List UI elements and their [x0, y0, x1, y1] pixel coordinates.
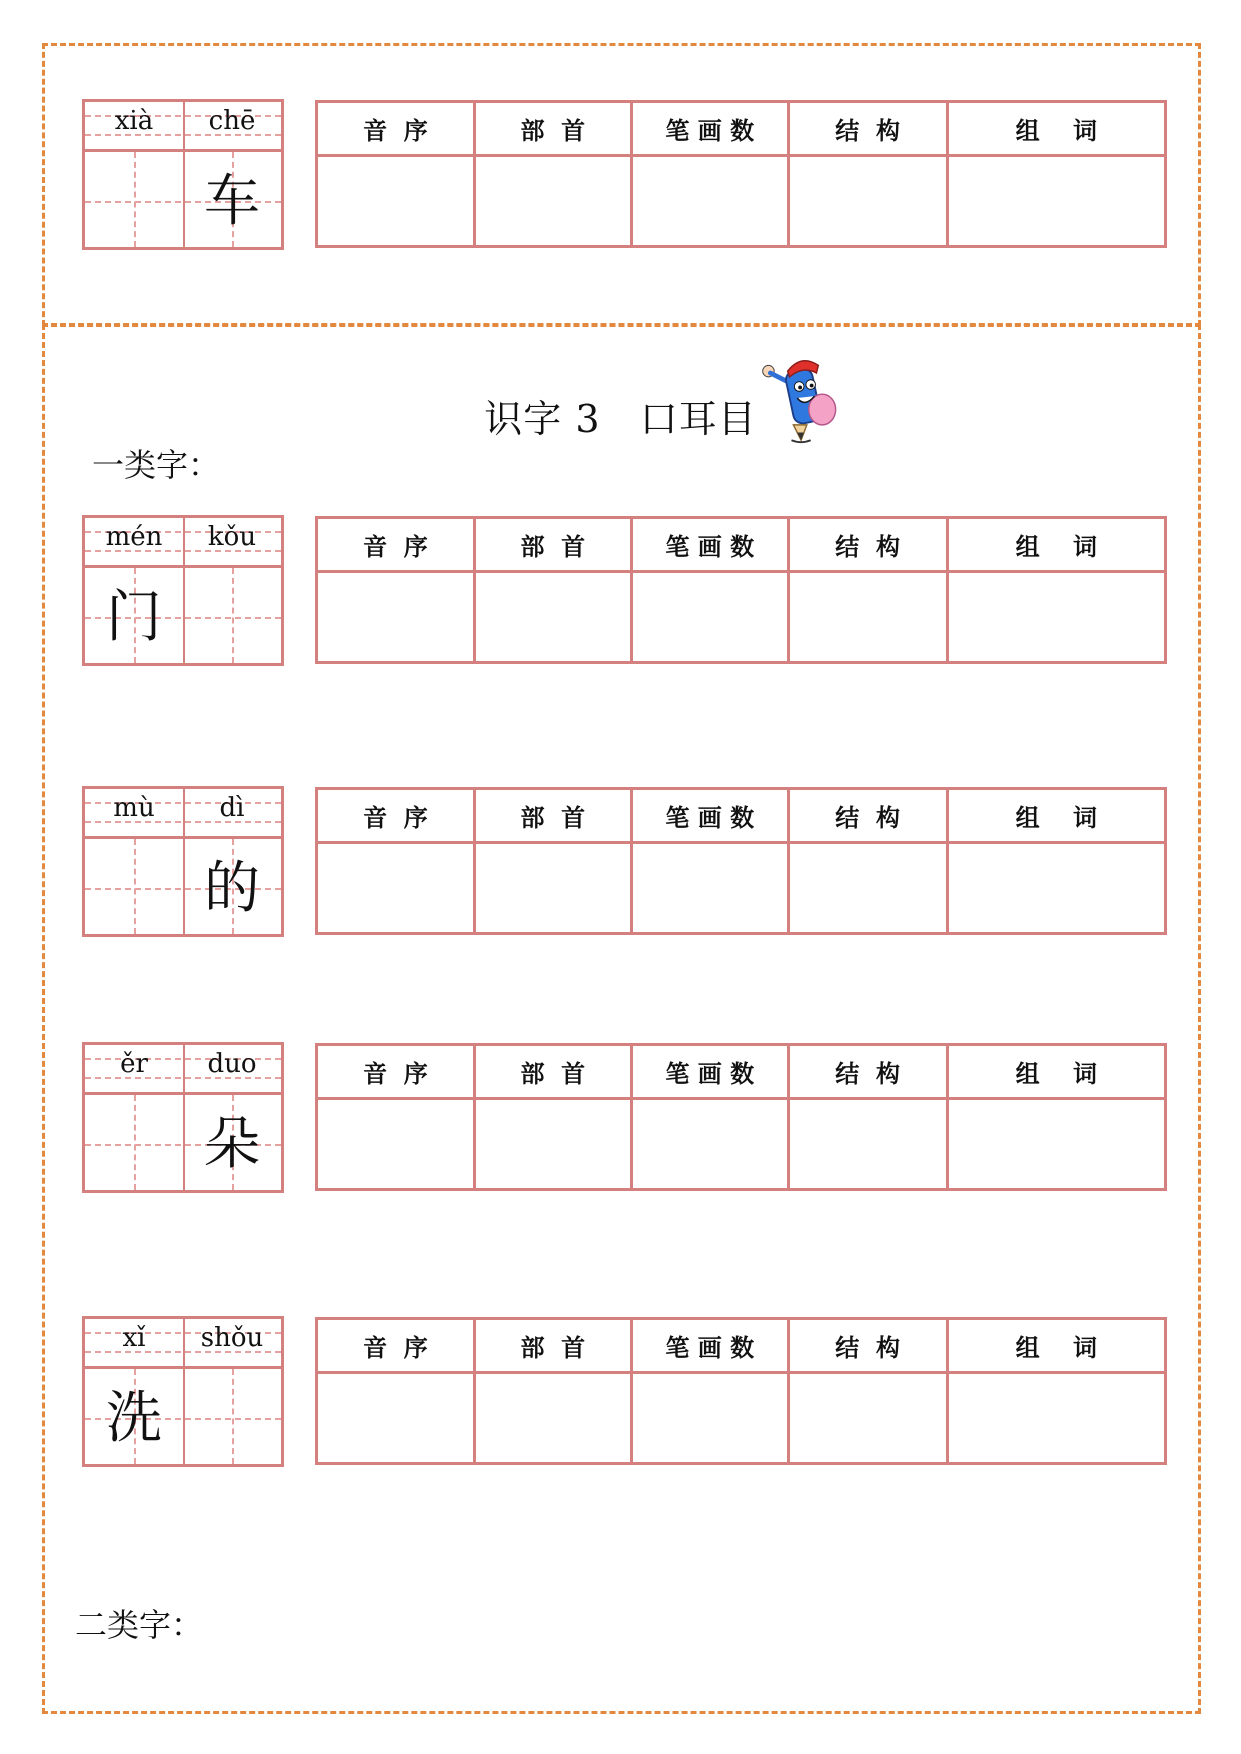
- cell-jiegou[interactable]: [790, 844, 946, 932]
- header-bihuashu: 笔 画 数: [633, 790, 787, 844]
- char-grid: [82, 1316, 284, 1467]
- header-bihuashu: 笔 画 数: [633, 103, 787, 157]
- cell-zuci[interactable]: [949, 844, 1164, 932]
- header-bushou: 部 首: [476, 103, 630, 157]
- cell-zuci[interactable]: [949, 1100, 1164, 1188]
- header-jiegou: 结 构: [790, 790, 946, 844]
- header-zuci: 组 词: [949, 103, 1164, 157]
- cell-yinxu[interactable]: [318, 1100, 473, 1188]
- cell-bihuashu[interactable]: [633, 157, 787, 245]
- hanzi-left: [85, 1097, 183, 1193]
- page-title: [0, 388, 1241, 443]
- header-jiegou: 结 构: [790, 519, 946, 573]
- header-zuci: 组 词: [949, 519, 1164, 573]
- header-bushou: 部 首: [476, 519, 630, 573]
- title-main: 识字 3: [484, 397, 601, 441]
- hanzi-left: 洗: [106, 1386, 162, 1451]
- header-bushou: 部 首: [476, 1046, 630, 1100]
- hanzi-right: 的: [204, 856, 260, 921]
- header-zuci: 组 词: [949, 1046, 1164, 1100]
- cell-yinxu[interactable]: [318, 573, 473, 661]
- char-grid: [82, 786, 284, 937]
- category-second: 二类字：: [75, 1606, 204, 1644]
- pinyin-right: kǒu: [207, 522, 257, 552]
- char-grid: [82, 1042, 284, 1193]
- header-bushou: 部 首: [476, 790, 630, 844]
- header-jiegou: 结 构: [790, 1320, 946, 1374]
- header-jiegou: 结 构: [790, 103, 946, 157]
- hanzi-right: [183, 1371, 281, 1467]
- info-table: [315, 1317, 1167, 1465]
- pinyin-left: mù: [113, 793, 155, 823]
- cell-yinxu[interactable]: [318, 844, 473, 932]
- pinyin-left: mén: [105, 522, 163, 552]
- hanzi-right: 车: [204, 169, 260, 234]
- cell-zuci[interactable]: [949, 573, 1164, 661]
- pinyin-right: duo: [207, 1049, 257, 1079]
- title-sub: 口耳目: [639, 397, 757, 441]
- cell-bihuashu[interactable]: [633, 844, 787, 932]
- pinyin-left: xià: [114, 106, 154, 136]
- hanzi-left: 门: [106, 585, 162, 650]
- cell-bushou[interactable]: [476, 157, 630, 245]
- cell-bihuashu[interactable]: [633, 1374, 787, 1462]
- pinyin-left: xǐ: [122, 1323, 146, 1353]
- char-grid: [82, 99, 284, 250]
- cell-bushou[interactable]: [476, 844, 630, 932]
- cell-bushou[interactable]: [476, 1374, 630, 1462]
- pinyin-left: ěr: [120, 1049, 148, 1079]
- category-first: 一类字：: [92, 446, 221, 484]
- header-bushou: 部 首: [476, 1320, 630, 1374]
- header-yinxu: 音 序: [318, 1320, 473, 1374]
- cell-zuci[interactable]: [949, 157, 1164, 245]
- cell-zuci[interactable]: [949, 1374, 1164, 1462]
- header-bihuashu: 笔 画 数: [633, 1046, 787, 1100]
- hanzi-right: [183, 570, 281, 666]
- header-zuci: 组 词: [949, 790, 1164, 844]
- info-table: [315, 516, 1167, 664]
- cell-jiegou[interactable]: [790, 157, 946, 245]
- cell-jiegou[interactable]: [790, 1374, 946, 1462]
- pinyin-right: chē: [208, 106, 256, 136]
- hanzi-right: 朵: [204, 1112, 260, 1177]
- header-zuci: 组 词: [949, 1320, 1164, 1374]
- cell-jiegou[interactable]: [790, 1100, 946, 1188]
- cell-bushou[interactable]: [476, 573, 630, 661]
- header-yinxu: 音 序: [318, 519, 473, 573]
- header-bihuashu: 笔 画 数: [633, 519, 787, 573]
- header-yinxu: 音 序: [318, 1046, 473, 1100]
- cell-bushou[interactable]: [476, 1100, 630, 1188]
- info-table: [315, 100, 1167, 248]
- info-table: [315, 1043, 1167, 1191]
- header-bihuashu: 笔 画 数: [633, 1320, 787, 1374]
- info-table: [315, 787, 1167, 935]
- pinyin-right: dì: [219, 793, 245, 823]
- cell-yinxu[interactable]: [318, 157, 473, 245]
- header-yinxu: 音 序: [318, 103, 473, 157]
- pencil-mascot-icon: [755, 350, 851, 446]
- header-yinxu: 音 序: [318, 790, 473, 844]
- hanzi-left: [85, 154, 183, 250]
- pinyin-right: shǒu: [200, 1323, 264, 1353]
- header-jiegou: 结 构: [790, 1046, 946, 1100]
- cell-yinxu[interactable]: [318, 1374, 473, 1462]
- cell-bihuashu[interactable]: [633, 1100, 787, 1188]
- hanzi-left: [85, 841, 183, 937]
- char-grid: [82, 515, 284, 666]
- cell-jiegou[interactable]: [790, 573, 946, 661]
- cell-bihuashu[interactable]: [633, 573, 787, 661]
